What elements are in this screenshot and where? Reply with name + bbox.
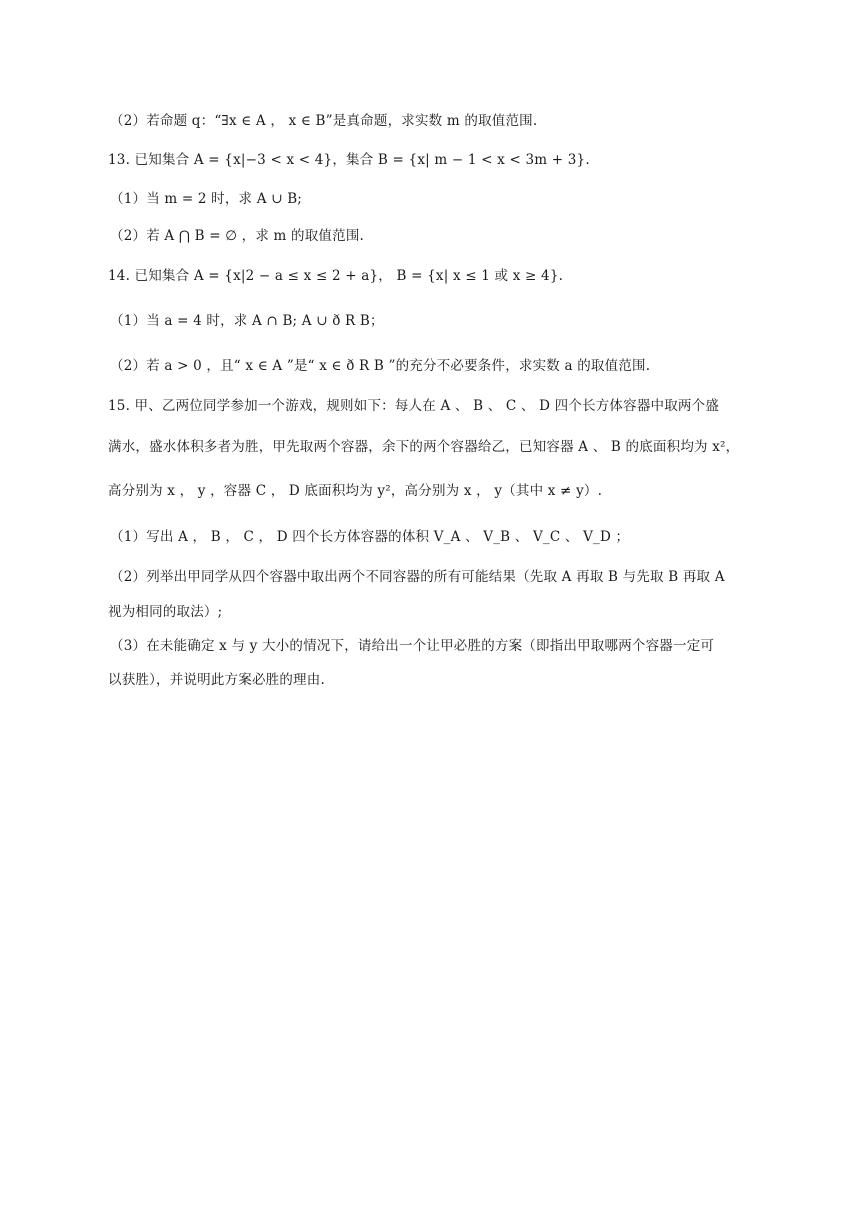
question-14-part-1: （1）当 a = 4 时，求 A ∩ B; A ∪ ð R B； [110, 313, 384, 329]
question-15-stem-line-3: 高分别为 x ， y ，容器 C ， D 底面积均为 y²，高分别为 x ， y（其中 x ≠ y）. [108, 483, 603, 499]
question-15-stem-line-1: 15. 甲、乙两位同学参加一个游戏，规则如下：每人在 A 、 B 、 C 、 D 四个长方体容器中取两个盛 [108, 398, 720, 414]
question-13-part-1: （1）当 m = 2 时，求 A ∪ B; [110, 191, 303, 207]
question-14-part-2: （2）若 a > 0 ，且“ x ∈ A ”是“ x ∈ ð R B ”的充分不必要条件，求实数 a 的取值范围. [110, 358, 651, 374]
question-13-part-2: （2）若 A ⋂ B = ∅ ，求 m 的取值范围. [110, 228, 365, 244]
question-15-part-3-line-2: 以获胜），并说明此方案必胜的理由. [108, 672, 325, 688]
question-15-stem-line-2: 满水，盛水体积多者为胜，甲先取两个容器，余下的两个容器给乙，已知容器 A 、 B 的底面积均为 x²， [108, 439, 740, 455]
question-15-part-3-line-1: （3）在未能确定 x 与 y 大小的情况下，请给出一个让甲必胜的方案（即指出甲取哪两个容器一定可 [110, 638, 715, 654]
question-13-stem: 13. 已知集合 A = {x|−3 < x < 4}，集合 B = {x| m − 1 < x < 3m + 3}. [108, 152, 590, 168]
question-15-part-2-line-2: 视为相同的取法）; [108, 604, 223, 620]
question-12-part-2: （2）若命题 q：“∃x ∈ A ， x ∈ B”是真命题，求实数 m 的取值范围. [110, 113, 538, 129]
question-15-part-1: （1）写出 A ， B ， C ， D 四个长方体容器的体积 V_A 、 V_B 、 V_C 、 V_D ； [110, 529, 630, 545]
question-14-stem: 14. 已知集合 A = {x|2 − a ≤ x ≤ 2 + a}， B = {x| x ≤ 1 或 x ≥ 4}. [108, 268, 564, 284]
question-15-part-2-line-1: （2）列举出甲同学从四个容器中取出两个不同容器的所有可能结果（先取 A 再取 B 与先取 B 再取 A [110, 569, 725, 585]
